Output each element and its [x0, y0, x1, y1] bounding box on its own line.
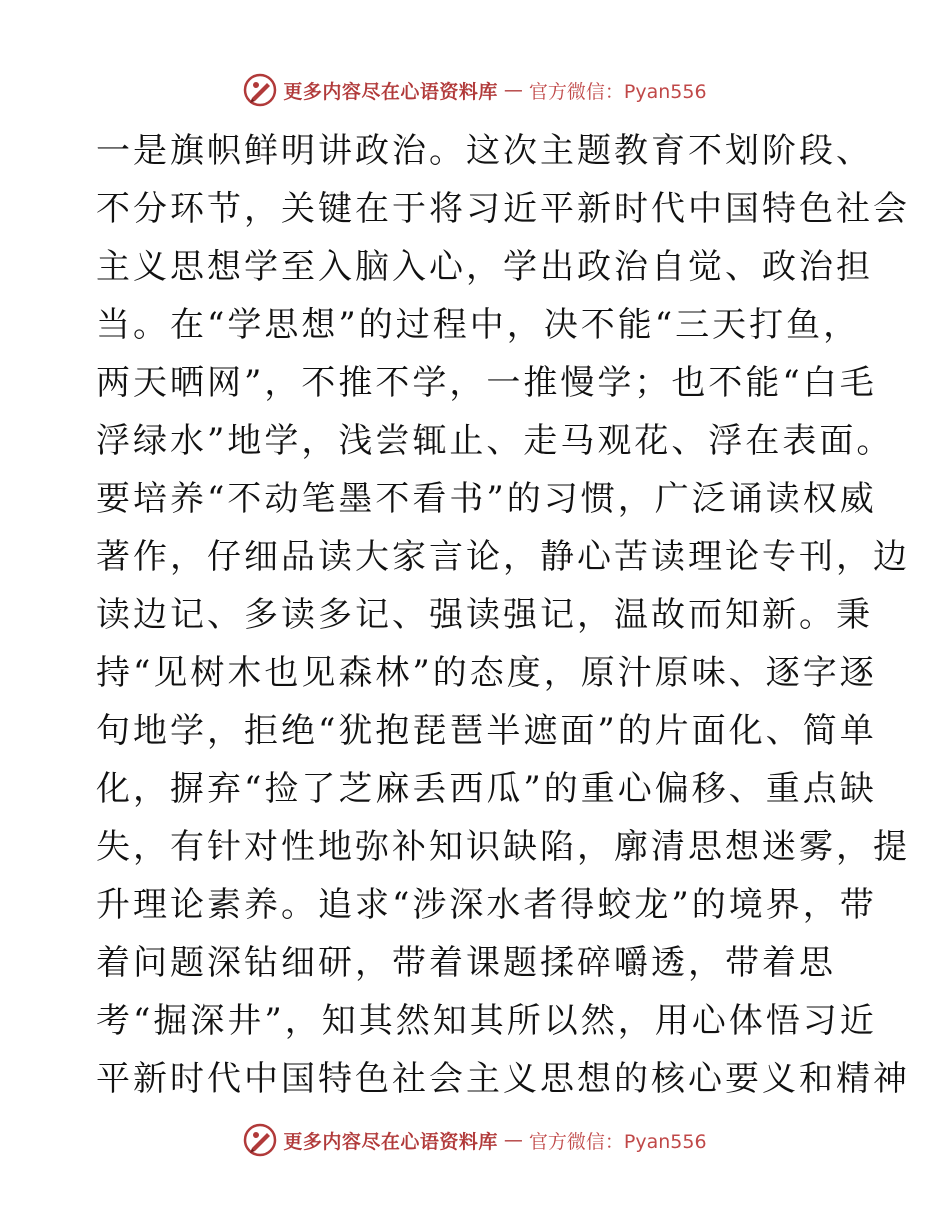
text-line: 要培养“不动笔墨不看书”的习惯，广泛诵读权威 — [96, 479, 877, 519]
footer-watermark — [0, 1120, 950, 1160]
watermark-text: 更多内容尽在心语资料库 — [283, 80, 498, 103]
text-line: 句地学，拒绝“犹抱琵琶半遮面”的片面化、简单 — [96, 711, 877, 751]
text-line: 两天晒网”，不推不学，一推慢学；也不能“白毛 — [96, 363, 877, 403]
text-line: 一是旗帜鲜明讲政治。这次主题教育不划阶段、 — [96, 131, 873, 171]
text-line: 著作，仔细品读大家言论，静心苦读理论专刊，边 — [96, 537, 910, 577]
watermark-text: 更多内容尽在心语资料库 — [283, 1130, 498, 1153]
watermark-separator: — — [503, 79, 523, 101]
watermark-contact: 官方微信：Pyan556 — [528, 80, 707, 103]
text-line: 化，摒弃“捡了芝麻丢西瓜”的重心偏移、重点缺 — [96, 769, 877, 809]
text-line: 当。在“学思想”的过程中，决不能“三天打鱼， — [96, 305, 861, 345]
watermark-contact: 官方微信：Pyan556 — [528, 1130, 707, 1153]
pen-seal-icon — [243, 1123, 277, 1157]
pen-seal-icon — [243, 73, 277, 107]
text-line: 浮绿水”地学，浅尝辄止、走马观花、浮在表面。 — [96, 421, 894, 461]
text-line: 失，有针对性地弥补知识缺陷，廓清思想迷雾，提 — [96, 827, 910, 867]
text-line: 升理论素养。追求“涉深水者得蛟龙”的境界，带 — [96, 885, 877, 925]
text-line: 考“掘深井”，知其然知其所以然，用心体悟习近 — [96, 1001, 877, 1041]
text-line: 持“见树木也见森林”的态度，原汁原味、逐字逐 — [96, 653, 877, 693]
header-watermark — [0, 70, 950, 110]
text-line: 平新时代中国特色社会主义思想的核心要义和精神 — [96, 1059, 910, 1099]
text-line: 着问题深钻细研，带着课题揉碎嚼透，带着思 — [96, 943, 836, 983]
text-line: 主义思想学至入脑入心，学出政治自觉、政治担 — [96, 247, 873, 287]
text-line: 读边记、多读多记、强读强记，温故而知新。秉 — [96, 595, 873, 635]
watermark-separator: — — [503, 1129, 523, 1151]
text-line: 不分环节，关键在于将习近平新时代中国特色社会 — [96, 189, 910, 229]
